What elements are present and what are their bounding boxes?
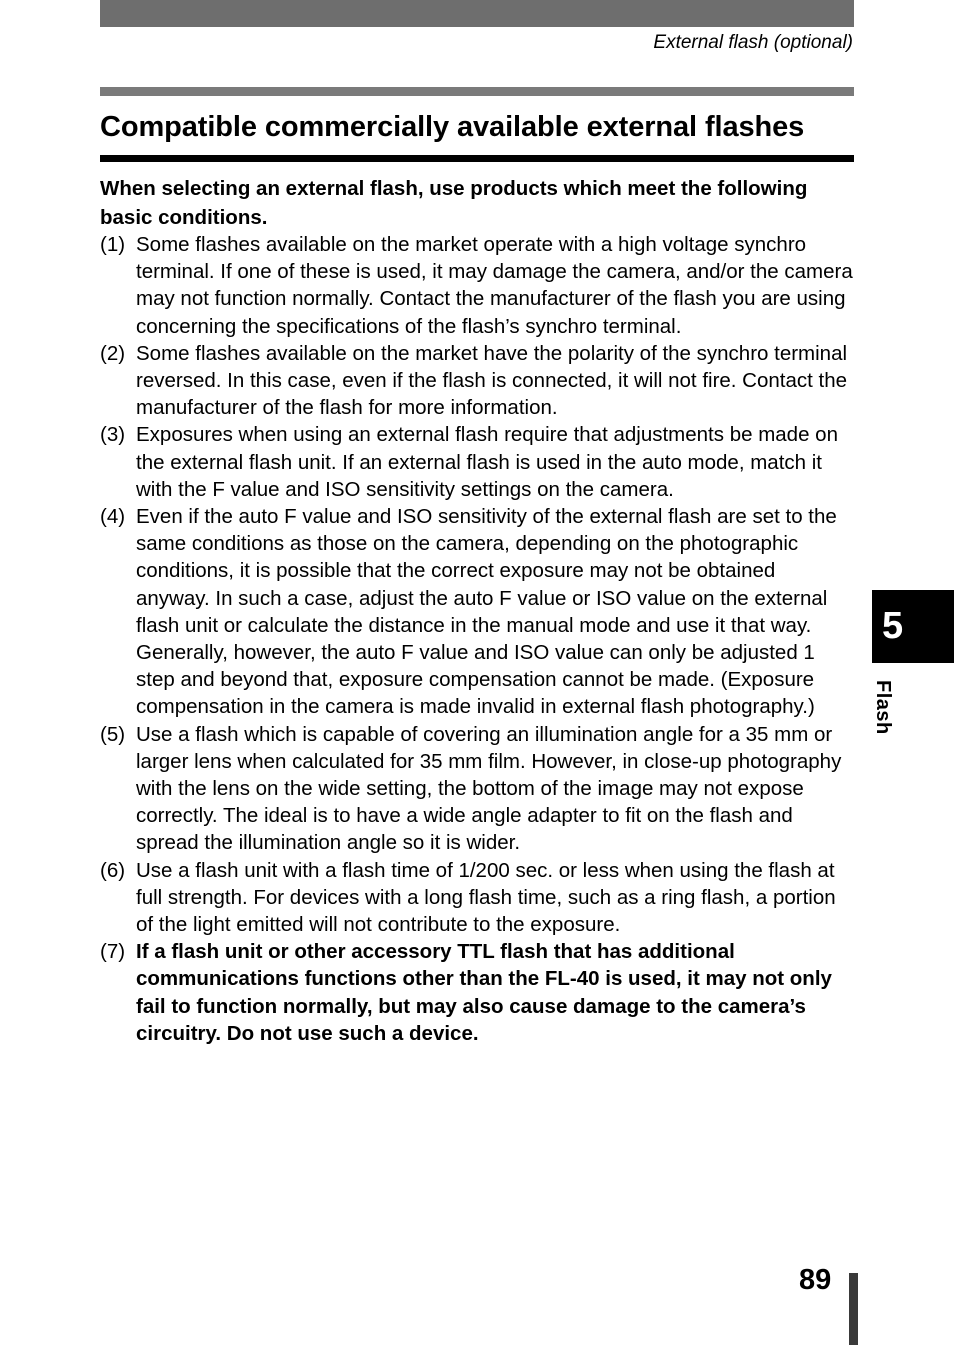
item-number: (1) <box>100 233 126 256</box>
page-edge-bar <box>849 1273 858 1345</box>
item-number: (4) <box>100 505 126 529</box>
item-number: (3) <box>100 423 126 447</box>
list-item <box>100 938 854 1047</box>
section-rule-bottom <box>100 155 854 162</box>
item-number: (5) <box>100 722 126 746</box>
chapter-label: Flash <box>872 680 894 735</box>
page-number: 89 <box>799 1264 832 1296</box>
header-bar <box>100 0 854 27</box>
chapter-number: 5 <box>882 605 904 647</box>
item-text: Use a flash which is capable of covering an illumination angle for a 35 mm or larger lens when calculated for 35 mm film. However, in close-up photography with the lens on the wide setting, the bottom of the image may not expose correctly. The ideal is to have a wide angle adapter to fit on the flash and spread the illumination angle so it is wider. <box>136 722 842 855</box>
conditions-list <box>100 231 854 1047</box>
list-item <box>100 340 854 422</box>
chapter-tab <box>872 590 954 663</box>
list-item <box>100 857 854 939</box>
list-item <box>100 231 854 340</box>
list-item <box>100 503 854 721</box>
item-text: Exposures when using an external flash require that adjustments be made on the external flash unit. If an external flash is used in the auto mode, match it with the F value and ISO sensitivity settings on the camera. <box>136 423 838 501</box>
intro-text: When selecting an external flash, use products which meet the following basic conditions. <box>100 177 808 229</box>
section-rule-top <box>100 87 854 96</box>
item-number: (2) <box>100 341 126 365</box>
item-text-warning: If a flash unit or other accessory TTL flash that has additional communications functions other than the FL-40 is used, it may not only fail to function normally, but may also cause damage to the camera’s circuitry. Do not use such a device. <box>136 940 832 1045</box>
item-text: Some flashes available on the market have the polarity of the synchro terminal reversed. In this case, even if the flash is connected, it will not fire. Contact the manufacturer of the flash for more information. <box>136 341 848 420</box>
item-number: (7) <box>100 940 126 964</box>
item-text: Use a flash unit with a flash time of 1/200 sec. or less when using the flash at full strength. For devices with a long flash time, such as a ring flash, a portion of the light emitted will not contribute to the exposure. <box>136 858 836 937</box>
running-head: External flash (optional) <box>653 32 853 53</box>
item-text: Even if the auto F value and ISO sensitivity of the external flash are set to the same conditions as those on the camera, depending on the photographic conditions, it is possible that the correct exposure may not be obtained anyway. In such a case, adjust the auto F value or ISO value on the external flash unit or calculate the distance in the manual mode and use it that way. Generally, however, the auto F value and ISO value can only be adjusted 1 step and beyond that, exposure compensation cannot be made. (Exposure compensation in the camera is made invalid in external flash photography.) <box>136 505 837 719</box>
item-number: (6) <box>100 858 126 882</box>
item-text: Some flashes available on the market operate with a high voltage synchro terminal. If one of these is used, it may damage the camera, and/or the camera may not function normally. Contact the manufacturer of the flash you are using concerning the specifications of the flash’s synchro terminal. <box>136 233 853 338</box>
list-item <box>100 721 854 857</box>
section-title: Compatible commercially available external flashes <box>100 111 805 143</box>
list-item <box>100 421 854 503</box>
